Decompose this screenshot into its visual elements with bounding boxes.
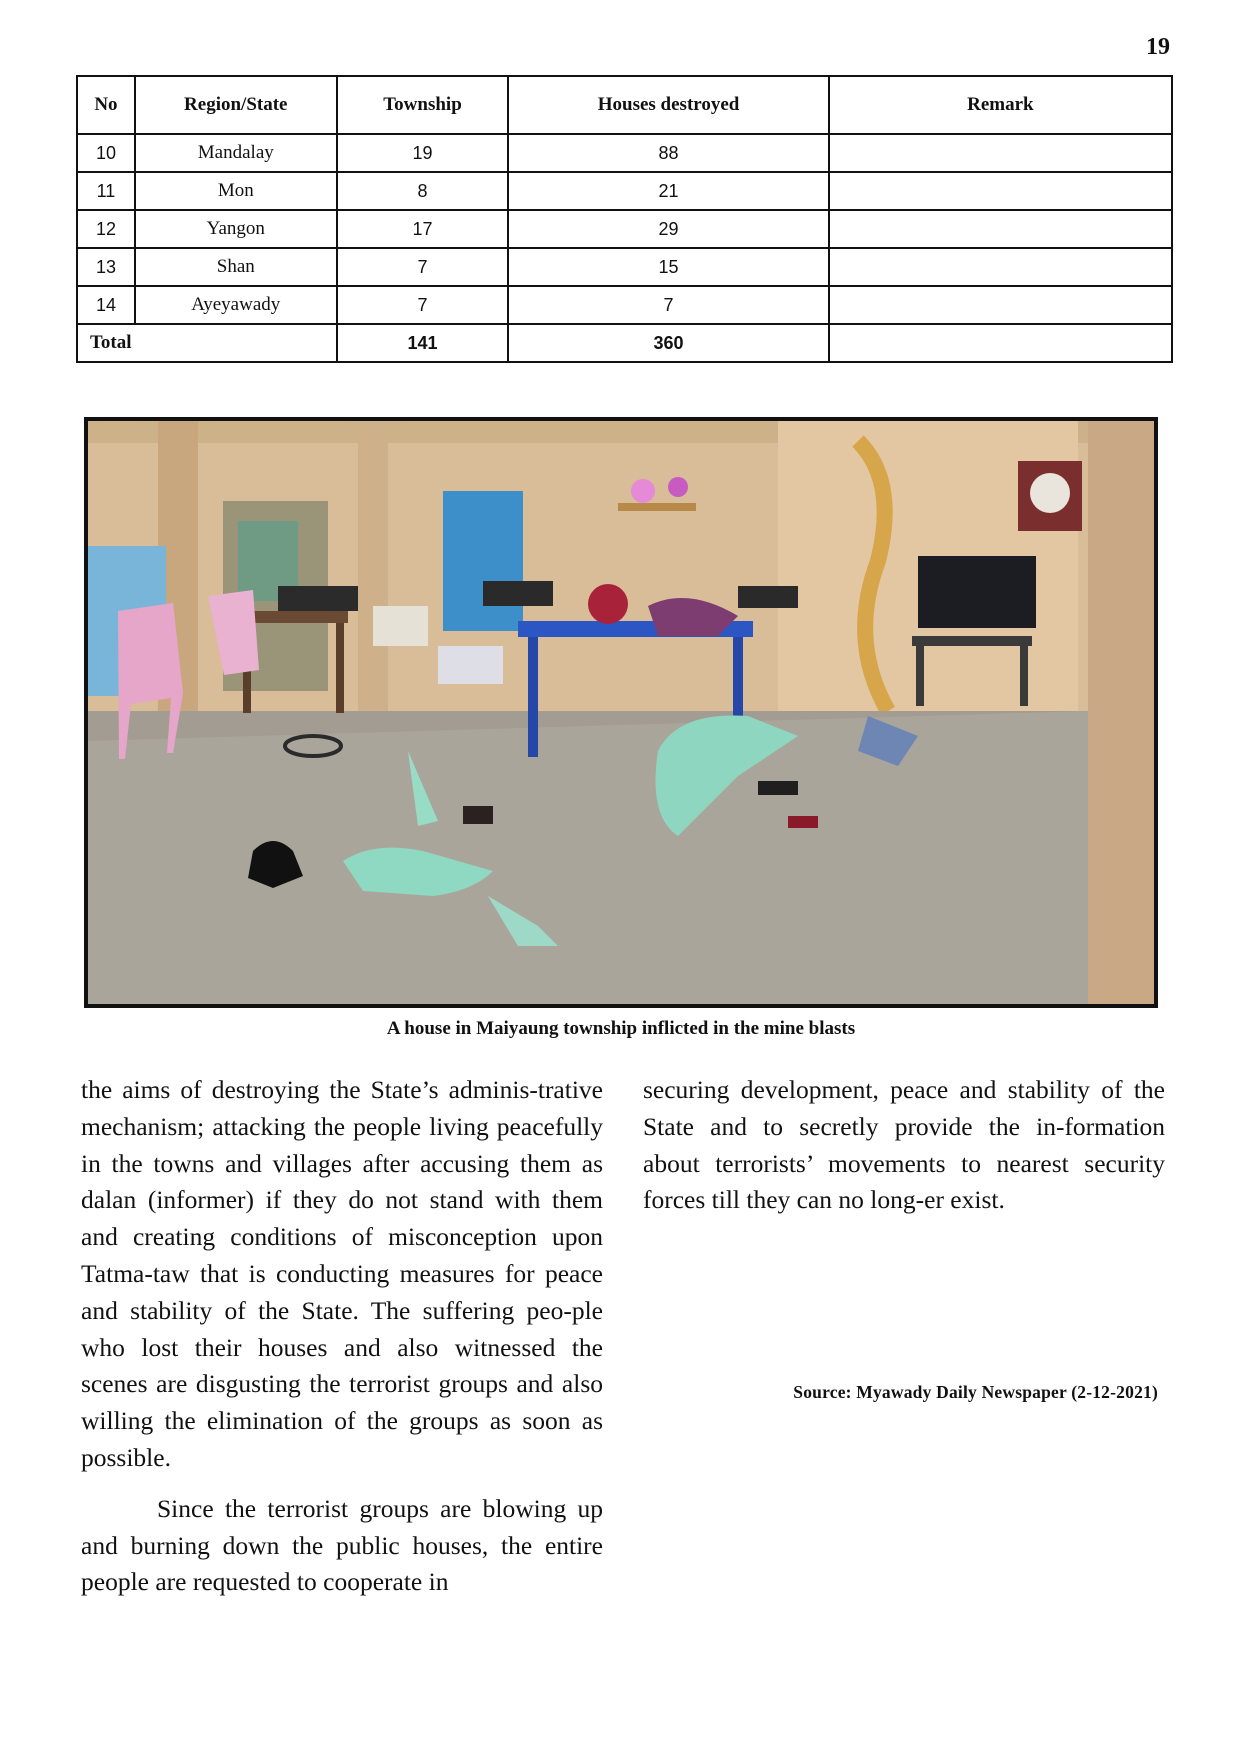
left-column — [81, 1072, 603, 1601]
cell-township: 8 — [337, 172, 509, 210]
body-paragraph: the aims of destroying the State’s adminis-trative mechanism; attacking the people living peacefully in the towns and villages after accusing them as dalan (informer) if they do not stand with them and creating conditions of misconception upon Tatma-taw that is conducting measures for peace and stability of the State. The suffering peo-ple who lost their houses and also witnessed the scenes are disgusting the terrorist groups and also willing the elimination of the groups as soon as possible. — [81, 1075, 603, 1472]
table-total-row — [77, 324, 1172, 362]
cell-region: Mon — [135, 172, 337, 210]
cell-region: Yangon — [135, 210, 337, 248]
cell-houses: 7 — [508, 286, 828, 324]
total-label: Total — [77, 324, 337, 362]
cell-township: 7 — [337, 286, 509, 324]
header-region: Region/State — [135, 76, 337, 134]
damaged-house-photo — [84, 417, 1158, 1008]
table-row — [77, 134, 1172, 172]
cell-remark — [829, 210, 1172, 248]
cell-no: 12 — [77, 210, 135, 248]
body-paragraph: Since the terrorist groups are blowing up and burning down the public houses, the entire people are requested to cooperate in — [81, 1493, 603, 1597]
source-citation: Source: Myawady Daily Newspaper (2-12-2021) — [793, 1382, 1158, 1402]
cell-no: 14 — [77, 286, 135, 324]
cell-township: 17 — [337, 210, 509, 248]
cell-no: 11 — [77, 172, 135, 210]
header-remark: Remark — [829, 76, 1172, 134]
header-houses-destroyed: Houses destroyed — [508, 76, 828, 134]
cell-remark — [829, 134, 1172, 172]
cell-region: Mandalay — [135, 134, 337, 172]
header-no: No — [77, 76, 135, 134]
cell-remark — [829, 172, 1172, 210]
right-column — [643, 1072, 1165, 1219]
cell-region: Shan — [135, 248, 337, 286]
houses-destroyed-table — [76, 75, 1173, 363]
header-township: Township — [337, 76, 509, 134]
total-township: 141 — [337, 324, 509, 362]
cell-houses: 15 — [508, 248, 828, 286]
total-houses: 360 — [508, 324, 828, 362]
cell-remark — [829, 286, 1172, 324]
table-row — [77, 286, 1172, 324]
cell-no: 10 — [77, 134, 135, 172]
cell-no: 13 — [77, 248, 135, 286]
table-header-row — [77, 76, 1172, 134]
cell-remark — [829, 248, 1172, 286]
total-remark — [829, 324, 1172, 362]
body-paragraph: securing development, peace and stability of the State and to secretly provide the in-formation about terrorists’ movements to nearest security forces till they can no long-er exist. — [643, 1075, 1165, 1215]
cell-houses: 88 — [508, 134, 828, 172]
cell-region: Ayeyawady — [135, 286, 337, 324]
table-row — [77, 172, 1172, 210]
page-number: 19 — [1146, 34, 1170, 60]
table-row — [77, 248, 1172, 286]
table-row — [77, 210, 1172, 248]
photo-caption: A house in Maiyaung township inflicted in the mine blasts — [386, 1018, 856, 1039]
cell-township: 7 — [337, 248, 509, 286]
cell-township: 19 — [337, 134, 509, 172]
cell-houses: 21 — [508, 172, 828, 210]
cell-houses: 29 — [508, 210, 828, 248]
